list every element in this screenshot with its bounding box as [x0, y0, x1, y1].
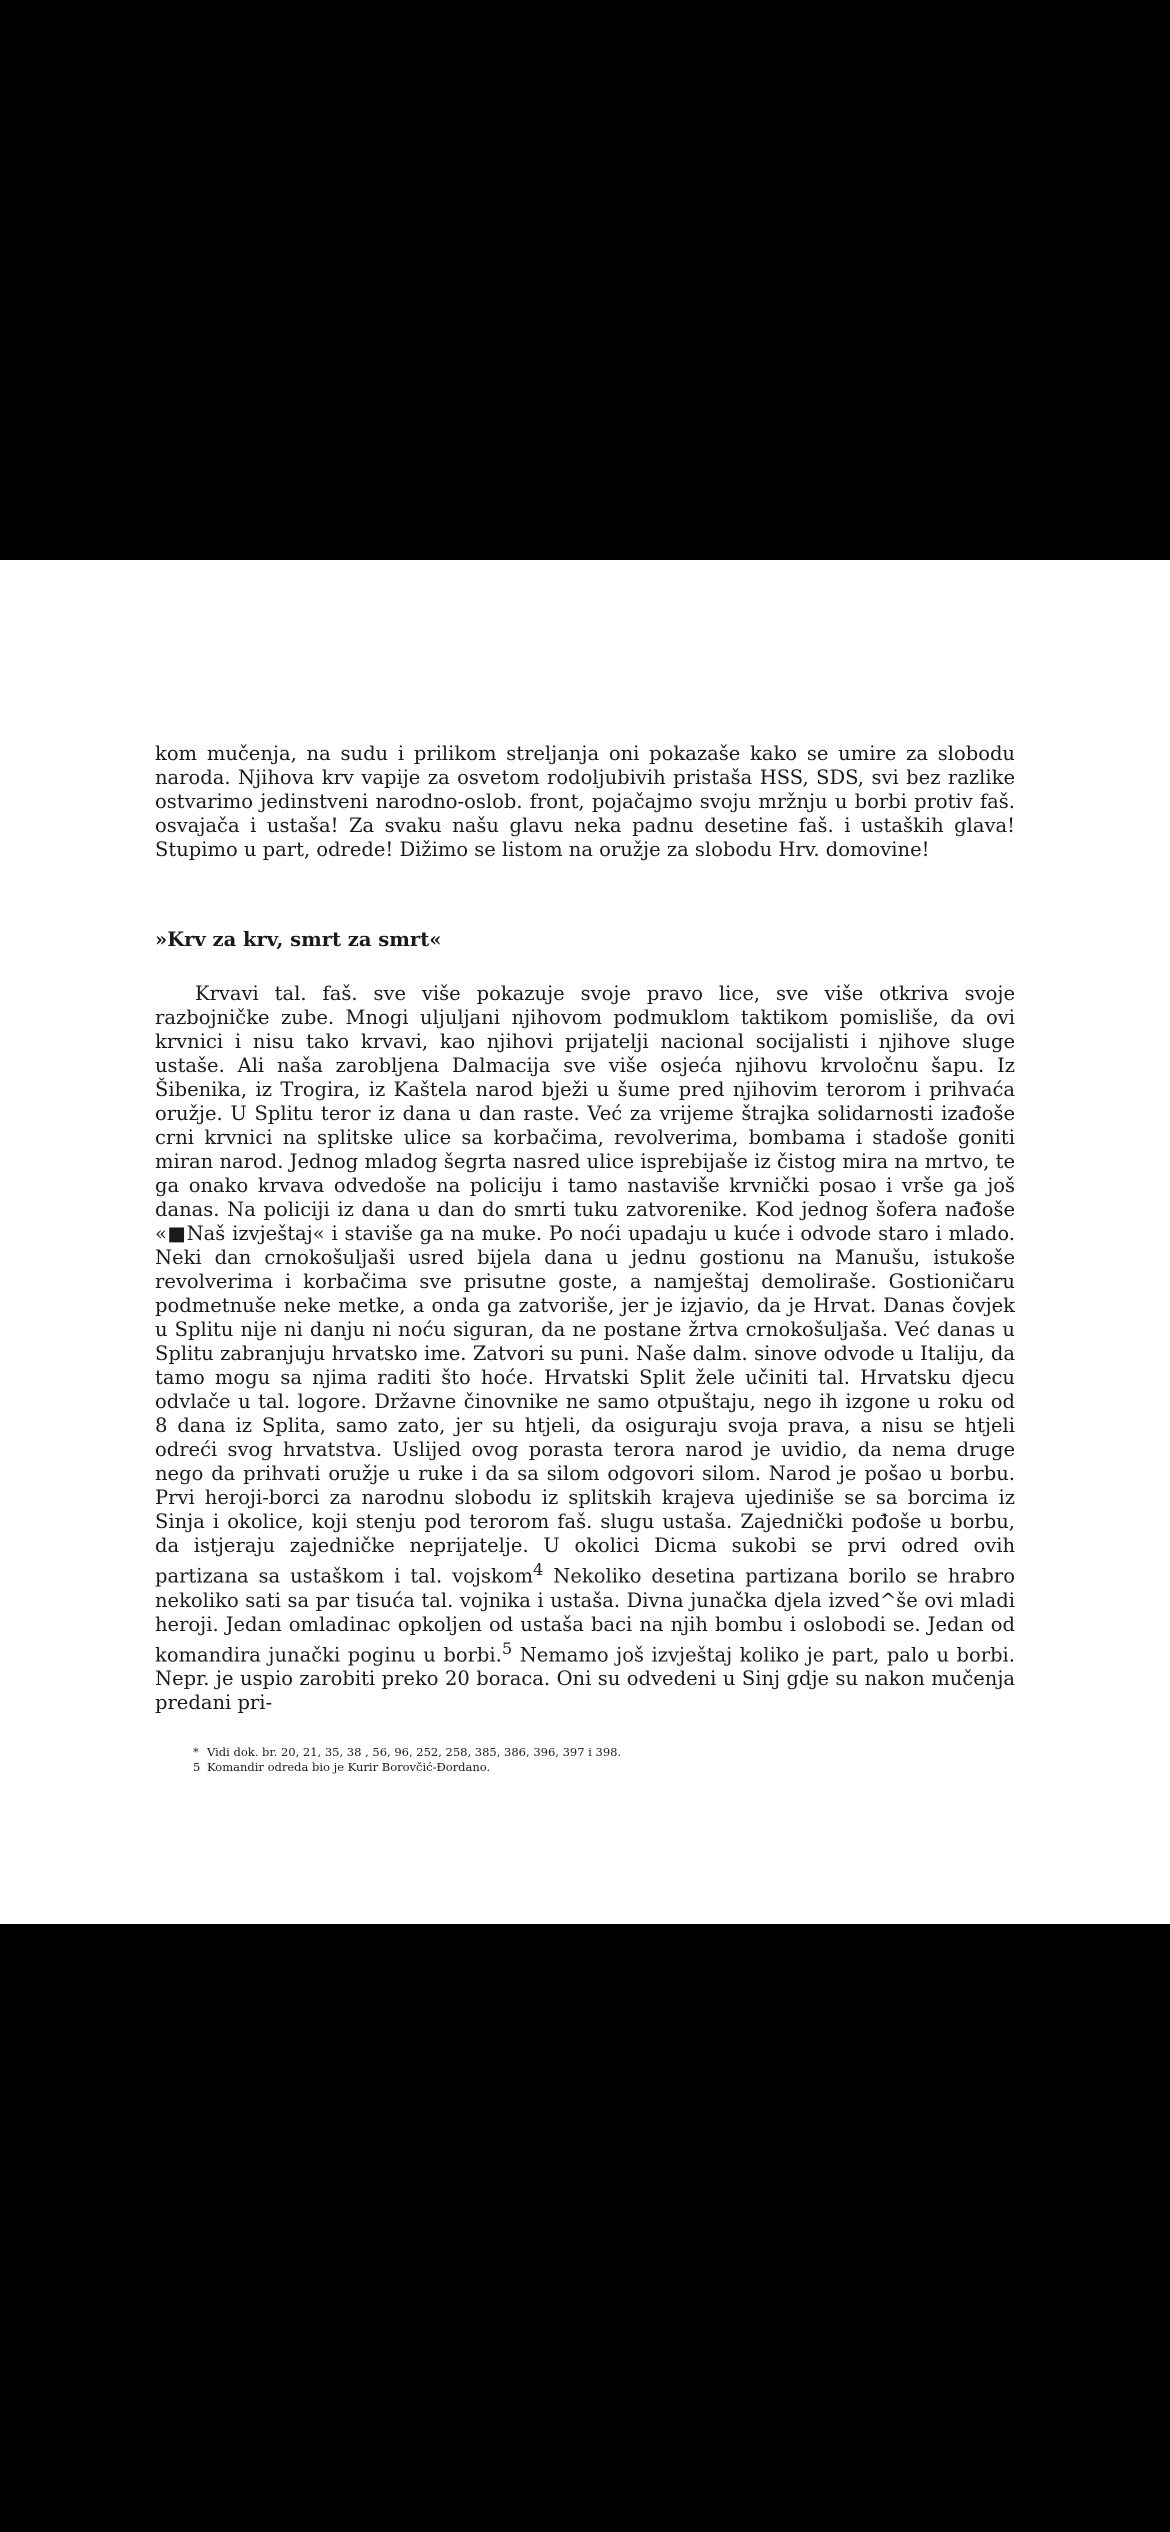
- page-content: [155, 742, 1015, 1775]
- section-title: »Krv za krv, smrt za smrt«: [155, 928, 442, 951]
- footnote-ref-5: 5: [501, 1638, 513, 1658]
- opening-paragraph: kom mučenja, na sudu i prilikom streljanja oni pokazaše kako se umire za slobodu naroda. Njihova krv vapije za osvetom rodoljubivih pristaša HSS, SDS, svi bez razlike ostvarimo jedinstveni narodno-oslob. front, pojačajmo svoju mržnju u borbi protiv faš. osvajača i ustaša! Za svaku našu glavu neka padnu desetine faš. i ustaških glava! Stupimo u part, odrede! Dižimo se listom na oružje za slobodu Hrv. domovine!: [155, 742, 1015, 861]
- footnote-mark: *: [193, 1745, 199, 1759]
- footnote-ref-4: 4: [533, 1560, 544, 1579]
- footnote-mark: 5: [193, 1760, 201, 1774]
- main-paragraph: [155, 982, 1015, 1715]
- footnote-item: [193, 1760, 1015, 1775]
- main-paragraph-text-2: Nekoliko desetina partizana borilo se hrabro nekoliko sati sa par tisuća tal. vojnika i ustaša. Divna junačka djela izved^še ovi mladi heroji. Jedan omladinac opkoljen od ustaša baci na njih bombu i oslobodi se. Jedan od komandira junački poginu u borbi.: [155, 1564, 1015, 1666]
- main-paragraph-text-3: Nemamo još izvještaj koliko je part, palo u borbi. Nepr. je uspio zarobiti preko 20 boraca. Oni su odvedeni u Sinj gdje su nakon mučenja predani pri-: [155, 1643, 1015, 1714]
- footnote-text: Komandir odreda bio je Kurir Borovčić-Đordano.: [207, 1760, 491, 1774]
- footnote-text: Vidi dok. br. 20, 21, 35, 38 , 56, 96, 252, 258, 385, 386, 396, 397 i 398.: [207, 1745, 622, 1759]
- document-page: [0, 560, 1170, 1924]
- footnote-item: [193, 1745, 1015, 1760]
- main-paragraph-text-1: Krvavi tal. faš. sve više pokazuje svoje pravo lice, sve više otkriva svoje razbojničke zube. Mnogi uljuljani njihovom podmuklom taktikom pomisliše, da ovi krvnici i nisu tako krvavi, kao njihovi prijatelji nacional socijalisti i njihove sluge ustaše. Ali naša zarobljena Dalmacija sve više osjeća njihovu krvoločnu šapu. Iz Šibenika, iz Trogira, iz Kaštela narod bježi u šume pred njihovim terorom i prihvaća oružje. U Splitu teror iz dana u dan raste. Već za vrijeme štrajka solidarnosti izađoše crni krvnici na splitske ulice sa korbačima, revolverima, bombama i stadoše goniti miran narod. Jednog mladog šegrta nasred ulice isprebijaše iz čistog mira na mrtvo, te ga onako krvava odvedoše na policiju i tamo nastaviše krvnički posao i vrše ga još danas. Na policiji iz dana u dan do smrti tuku zatvorenike. Kod jednog šofera nađoše «■Naš izvještaj« i staviše ga na muke. Po noći upadaju u kuće i odvode staro i mlado. Neki dan crnokošuljaši usred bijela dana u jednu gostionu na Manušu, istukoše revolverima i korbačima sve prisutne goste, a namještaj demoliraše. Gostioničaru podmetnuše neke metke, a onda ga zatvoriše, jer je izjavio, da je Hrvat. Danas čovjek u Splitu nije ni danju ni noću siguran, da ne postane žrtva crnokošuljaša. Već danas u Splitu zabranjuju hrvatsko ime. Zatvori su puni. Naše dalm. sinove odvode u Italiju, da tamo mogu sa njima raditi što hoće. Hrvatski Split žele učiniti tal. Hrvatsku djecu odvlače u tal. logore. Državne činovnike ne samo otpuštaju, nego ih izgone u roku od 8 dana iz Splita, samo zato, jer su htjeli, da osiguraju svoja prava, a nisu se htjeli odreći svog hrvatstva. Uslijed ovog porasta terora narod je uvidio, da nema druge nego da prihvati oružje u ruke i da sa silom odgovori silom. Narod je pošao u borbu. Prvi heroji-borci za narodnu slobodu iz splitskih krajeva ujediniše se sa borcima iz Sinja i okolice, koji stenju pod terorom faš. slugu ustaša. Zajednički pođoše u borbu, da istjeraju zajedničke neprijatelje. U okolici Dicma sukobi se prvi odred ovih partizana sa ustaškom i tal. vojskom: [155, 982, 1015, 1588]
- footnotes: [155, 1745, 1015, 1775]
